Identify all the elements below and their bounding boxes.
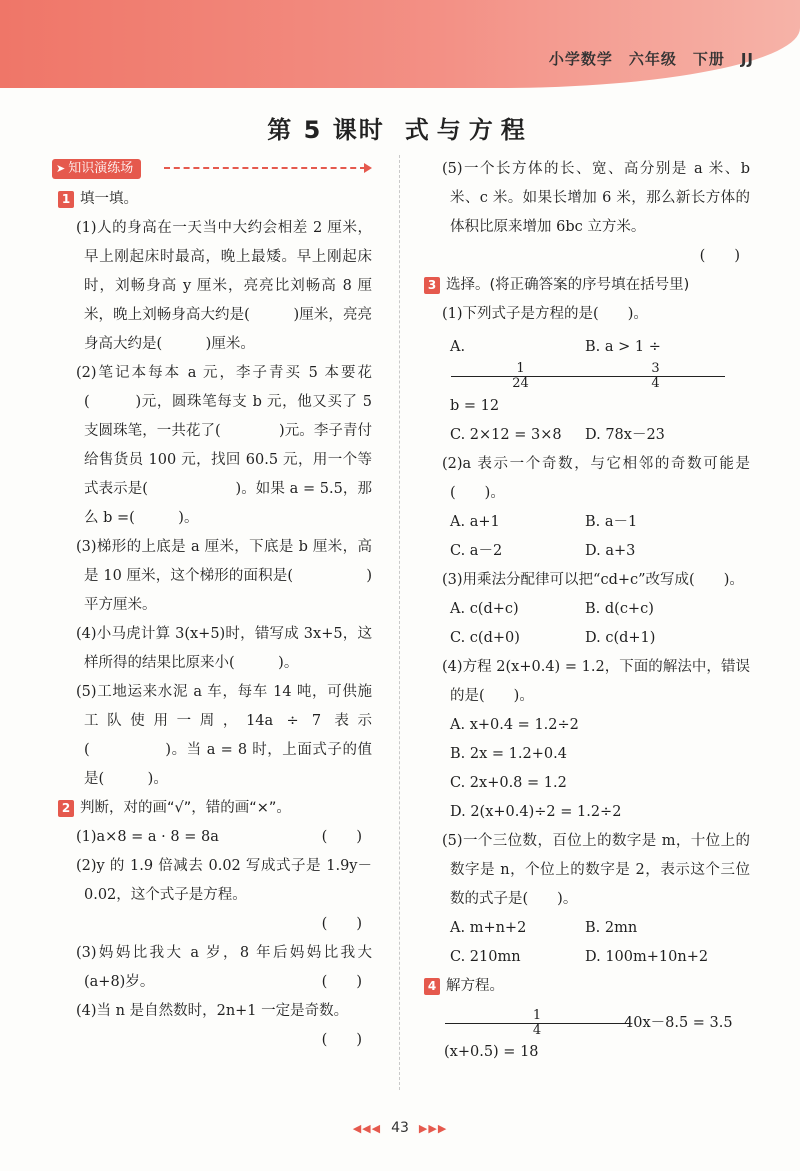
answer-bracket[interactable]: ( ): [321, 974, 362, 990]
fill-question-2: (2)笔记本每本 a 元，李子青买 5 本要花( )元，圆珠笔每支 b 元，他又买了 5 支圆珠笔，一共花了( )元。李子青付给售货员 100 元，找回 60.5 元，用一个等式表示是( )。如果 a = 5.5，那么 b =( )。: [76, 365, 372, 526]
options-row: [424, 711, 750, 740]
option-c[interactable]: C. 2x+0.8 = 1.2: [450, 774, 567, 791]
choice-question-3: (3)用乘法分配律可以把“cd+c”改写成( )。: [442, 571, 744, 588]
banner-tag: [52, 159, 141, 179]
page-number-value: 43: [391, 1120, 409, 1136]
judge-question-5: (5)一个长方体的长、宽、高分别是 a 米、b 米、c 米。如果长增加 6 米，那么新长方体的体积比原来增加 6bc 立方米。: [442, 161, 750, 235]
left-arrows-icon: ◀◀◀: [352, 1122, 382, 1135]
section-title: 解方程。: [446, 977, 504, 994]
section-3-heading: [424, 271, 750, 300]
section-number-badge: 3: [424, 277, 440, 294]
option-text: b = 12: [450, 397, 500, 414]
options-row: [424, 798, 750, 827]
section-2-heading: [58, 794, 372, 823]
answer-bracket[interactable]: ( ): [321, 829, 362, 845]
equation-text: (x+0.5) = 18: [444, 1044, 539, 1060]
options-row: [424, 595, 750, 624]
fraction: [451, 362, 586, 391]
fill-question-3: (3)梯形的上底是 a 厘米，下底是 b 厘米，高是 10 厘米，这个梯形的面积是( )平方厘米。: [76, 539, 372, 613]
choice-question-2: (2)a 表示一个奇数，与它相邻的奇数可能是( )。: [442, 455, 750, 501]
options-row: [424, 421, 750, 450]
answer-bracket[interactable]: ( ): [699, 248, 740, 264]
option-c[interactable]: C. 210mn: [450, 948, 521, 965]
option-d[interactable]: D. c(d+1): [585, 629, 656, 646]
lesson-name: 式与方程: [404, 116, 533, 144]
section-title: 判断，对的画“√”，错的画“×”。: [80, 800, 291, 816]
options-row: [424, 740, 750, 769]
option-c[interactable]: C. 2×12 = 3×8: [450, 426, 562, 443]
denominator: 4: [651, 376, 660, 391]
question-text: (1)a×8 = a · 8 = 8a: [76, 829, 219, 845]
answer-bracket[interactable]: ( ): [321, 1032, 362, 1048]
option-d[interactable]: D. a+3: [585, 542, 636, 559]
answer-bracket[interactable]: ( ): [321, 916, 362, 932]
fill-question-1: (1)人的身高在一天当中大约会相差 2 厘米，早上刚起床时最高，晚上最矮。早上刚起床时，刘畅身高 y 厘米，亮亮比刘畅高 8 厘米，晚上刘畅身高大约是( )厘米，亮亮身高大约是( )厘米。: [76, 220, 372, 352]
denominator: 4: [532, 1022, 542, 1038]
option-d[interactable]: D. 100m+10n+2: [585, 948, 709, 965]
section-title: 选择。(将正确答案的序号填在括号里): [446, 277, 690, 293]
option-b[interactable]: B. 2x = 1.2+0.4: [450, 745, 567, 762]
option-a[interactable]: A. m+n+2: [450, 919, 527, 936]
page-title: [0, 110, 800, 145]
question-text: (4)当 n 是自然数时，2n+1 一定是奇数。: [76, 1003, 349, 1019]
options-row: [424, 914, 750, 943]
book-label: 小学数学 六年级 下册 JJ: [548, 50, 754, 68]
judge-question-4: [58, 997, 372, 1026]
equation-2: 40x－8.5 = 3.5: [624, 1014, 733, 1031]
double-arrow-icon: ➤: [56, 162, 66, 175]
choice-question-5: (5)一个三位数，百位上的数字是 m，十位上的数字是 n，个位上的数字是 2，表示这个三位数的式子是( )。: [442, 832, 750, 907]
fill-question-4: (4)小马虎计算 3(x+5)时，错写成 3x+5，这样所得的结果比原来小( )。: [76, 626, 372, 671]
right-column: [424, 155, 750, 1067]
option-b[interactable]: B. 2mn: [585, 919, 638, 936]
section-1-heading: [58, 185, 372, 214]
numerator: 1: [445, 1009, 629, 1024]
option-c[interactable]: C. a－2: [450, 542, 503, 559]
numerator: 1: [451, 362, 590, 377]
section-4-heading: [424, 972, 750, 1001]
options-row: [424, 943, 750, 972]
header-band: [0, 0, 800, 88]
options-row: [424, 333, 750, 421]
options-row: [424, 537, 750, 566]
choice-question-1: (1)下列式子是方程的是( )。: [442, 306, 648, 322]
banner-label: 知识演练场: [68, 161, 134, 176]
option-b[interactable]: B. d(c+c): [585, 600, 654, 617]
option-b[interactable]: [585, 333, 720, 421]
left-column: [58, 155, 372, 1055]
option-c[interactable]: C. c(d+0): [450, 629, 520, 646]
section-banner: [52, 155, 372, 181]
option-a[interactable]: A. c(d+c): [450, 600, 519, 617]
section-number-badge: 2: [58, 800, 74, 817]
right-arrows-icon: ▶▶▶: [418, 1122, 448, 1135]
question-text: (2)y 的 1.9 倍减去 0.02 写成式子是 1.9y－0.02，这个式子是方程。: [76, 858, 372, 903]
option-a[interactable]: [450, 333, 585, 421]
banner-dashed-line: [164, 167, 366, 169]
options-row: [424, 508, 750, 537]
section-title: 填一填。: [80, 191, 138, 207]
column-divider: [399, 155, 400, 1090]
option-a[interactable]: A. a+1: [450, 513, 500, 530]
options-row: [424, 624, 750, 653]
fraction: [445, 1009, 625, 1038]
option-d[interactable]: D. 78x－23: [585, 426, 665, 443]
option-letter: A.: [450, 339, 466, 355]
numerator: 3: [586, 362, 725, 377]
option-b[interactable]: B. a－1: [585, 513, 638, 530]
fraction: [586, 362, 721, 391]
option-text: B. a > 1 ÷: [585, 339, 661, 355]
section-number-badge: 4: [424, 978, 440, 995]
option-d[interactable]: D. 2(x+0.4)÷2 = 1.2÷2: [450, 803, 622, 820]
page-number: [0, 1120, 800, 1136]
options-row: [424, 769, 750, 798]
choice-question-4: (4)方程 2(x+0.4) = 1.2，下面的解法中，错误的是( )。: [442, 658, 750, 704]
fill-question-5: (5)工地运来水泥 a 车，每车 14 吨，可供施工队使用一周，14a ÷ 7 表示( )。当 a = 8 时，上面式子的值是( )。: [76, 684, 372, 787]
judge-question-2: [58, 852, 372, 910]
lesson-number: 第 5 课时: [267, 116, 385, 144]
banner-arrow-icon: [364, 163, 372, 173]
equations-row: [424, 1009, 750, 1068]
denominator: 24: [512, 376, 529, 391]
judge-question-1: [58, 823, 372, 852]
equation-1: [444, 1009, 624, 1068]
section-number-badge: 1: [58, 191, 74, 208]
question-text: (3)妈妈比我大 a 岁，8 年后妈妈比我大(a+8)岁。: [76, 945, 372, 990]
option-a[interactable]: A. x+0.4 = 1.2÷2: [450, 716, 579, 733]
